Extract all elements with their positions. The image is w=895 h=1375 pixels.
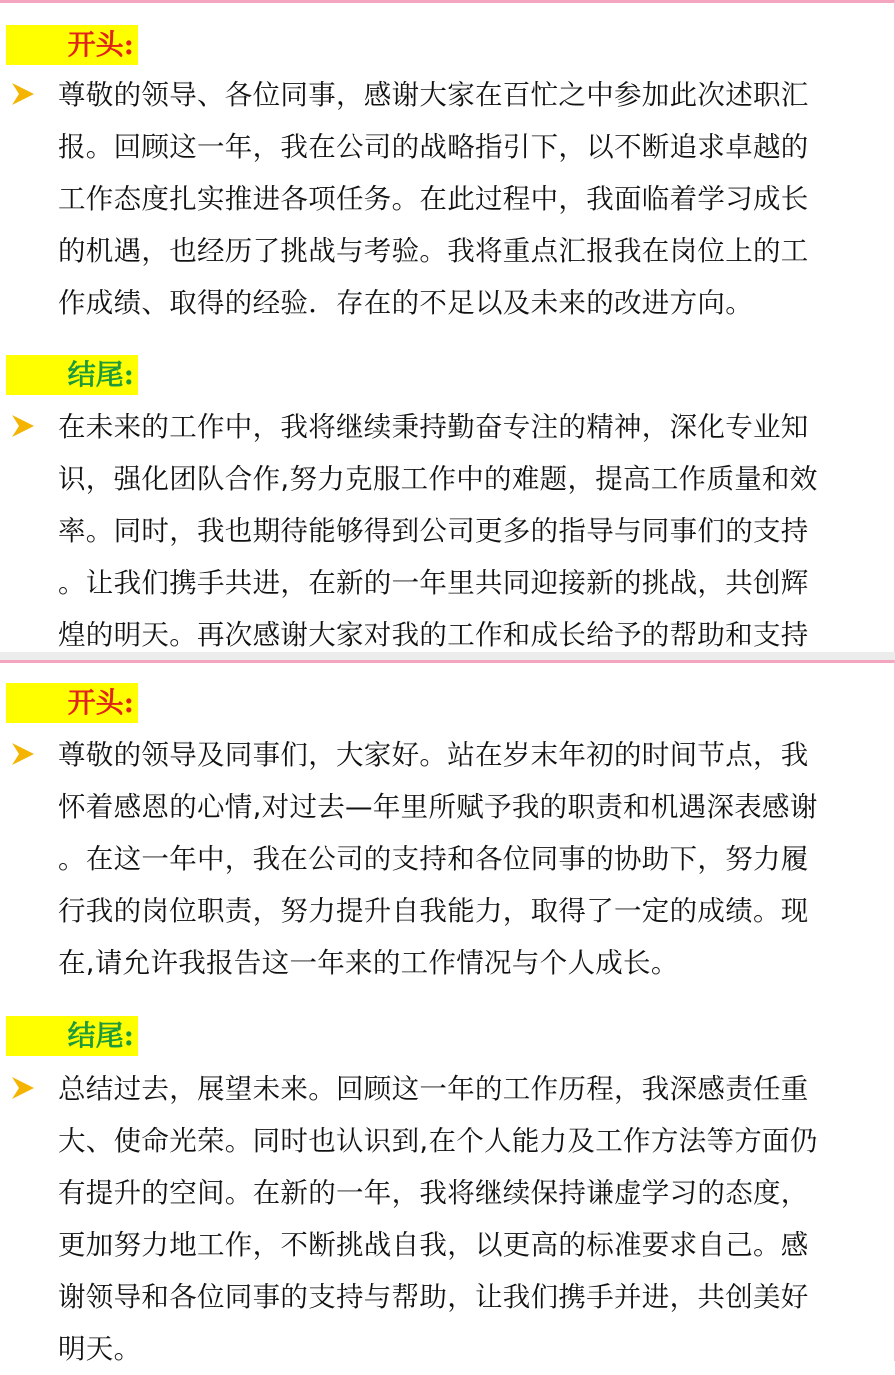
closing-heading: 结尾: xyxy=(6,355,138,395)
opening-paragraph: 尊敬的领导及同事们，大家好。站在岁末年初的时间节点，我 怀着感恩的心情,对过去—年里所赋予我的职责和机遇深表感谢 。在这一年中，我在公司的支持和各位同事的协助下，努力履 行我的岗位职责，努力提升自我能力，取得了一定的成绩。现 在,请允许我报告这一年来的工作情况与个人成长。 xyxy=(58,739,818,979)
arrowhead-bullet-icon xyxy=(10,739,36,769)
arrowhead-bullet-icon xyxy=(10,1073,36,1103)
closing-paragraph: 在未来的工作中，我将继续秉持勤奋专注的精神，深化专业知 识，强化团队合作,努力克服工作中的难题，提高工作质量和效 率。同时，我也期待能够得到公司更多的指导与同事们的支持 。让我们携手共进，在新的一年里共同迎接新的挑战，共创辉 煌的明天。再次感谢大家对我的工作和成长给予的帮助和支持 xyxy=(58,411,818,651)
closing-heading: 结尾: xyxy=(6,1016,138,1056)
opening-heading: 开头: xyxy=(6,25,138,65)
arrowhead-bullet-icon xyxy=(10,411,36,441)
card-divider xyxy=(0,652,895,660)
speech-card-2 xyxy=(0,660,895,1365)
arrowhead-bullet-icon xyxy=(10,79,36,109)
opening-paragraph: 尊敬的领导、各位同事，感谢大家在百忙之中参加此次述职汇 报。回顾这一年，我在公司的战略指引下，以不断追求卓越的 工作态度扎实推进各项任务。在此过程中，我面临着学习成长 的机遇，也经历了挑战与考验。我将重点汇报我在岗位上的工 作成绩、取得的经验．存在的不足以及未来的改进方向。 xyxy=(58,79,809,319)
opening-heading: 开头: xyxy=(6,683,138,723)
speech-card-1 xyxy=(0,0,895,652)
closing-paragraph: 总结过去，展望未来。回顾这一年的工作历程，我深感责任重 大、使命光荣。同时也认识到,在个人能力及工作方法等方面仍 有提升的空间。在新的一年，我将继续保持谦虚学习的态度， 更加努力地工作，不断挑战自我，以更高的标准要求自己。感 谢领导和各位同事的支持与帮助，让我们携手并进，共创美好 明天。 xyxy=(58,1073,818,1365)
